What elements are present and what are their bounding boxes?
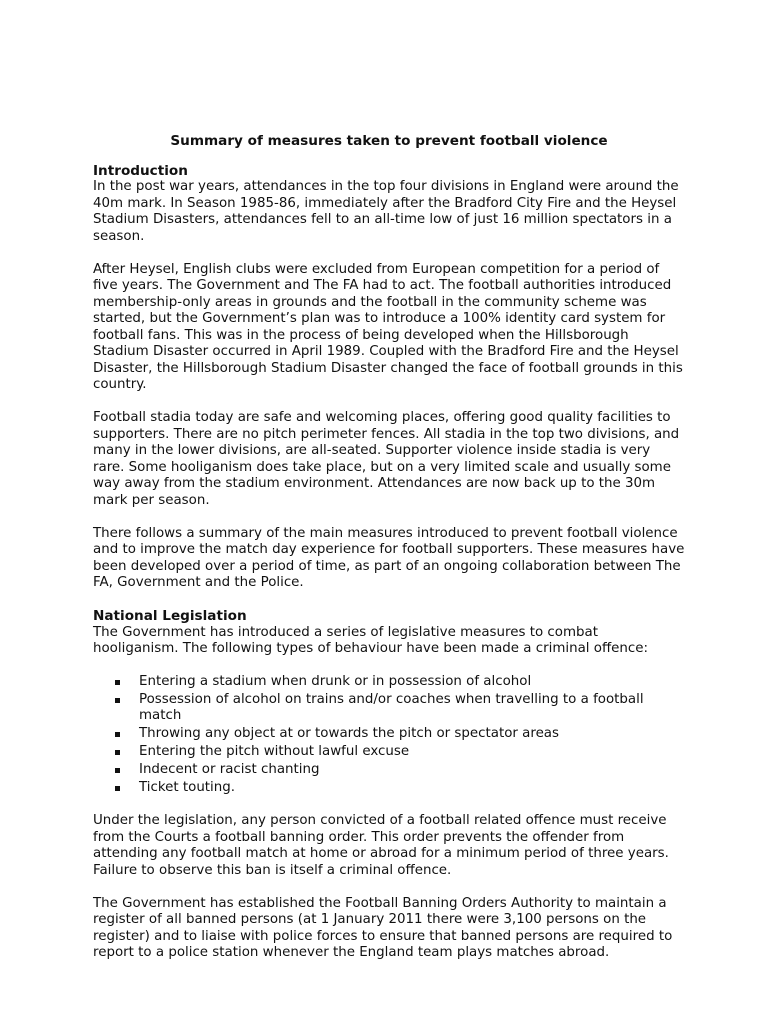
offence-list	[93, 674, 685, 797]
section-heading-introduction: Introduction	[93, 162, 188, 179]
paragraph: In the post war years, attendances in the top four divisions in England were around the 40m mark. In Season 1985-86, immediately after the Bradford City Fire and the Heysel Stadium Disasters, attendances fell to an all-time low of just 16 million spectators in a season.	[93, 179, 679, 244]
list-item-text: Ticket touting.	[139, 780, 236, 795]
bullet-icon	[115, 698, 120, 703]
paragraph: Under the legislation, any person convicted of a football related offence must receive from the Courts a football banning order. This order prevents the offender from attending any football match at home or abroad for a minimum period of three years. Failure to observe this ban is itself a criminal offence.	[93, 813, 669, 878]
list-item	[93, 780, 685, 797]
section-heading-national-legislation: National Legislation	[93, 608, 247, 624]
list-item-text: Entering a stadium when drunk or in possession of alcohol	[139, 673, 532, 689]
paragraph: There follows a summary of the main measures introduced to prevent football violence and to improve the match day experience for football supporters. These measures have been developed over a period of time, as part of an ongoing collaboration between The FA, Government and the Police.	[93, 525, 685, 590]
list-item-text: Entering the pitch without lawful excuse	[139, 744, 410, 759]
paragraph: Football stadia today are safe and welcoming places, offering good quality facilities to supporters. There are no pitch perimeter fences. All stadia in the top two divisions, and many in the lower divisions, are all-seated. Supporter violence inside stadia is very rare. Some hooliganism does take place, but on a very limited scale and usually some way away from the stadium environment. Attendances are now back up to the 30m mark per season.	[93, 410, 680, 508]
list-item	[93, 762, 685, 779]
list-item-text: Indecent or racist chanting	[139, 762, 320, 777]
list-item	[93, 744, 685, 761]
list-item-text: Possession of alcohol on trains and/or coaches when travelling to a football match	[139, 691, 644, 723]
bullet-icon	[115, 750, 120, 755]
list-item	[93, 692, 685, 725]
paragraph: After Heysel, English clubs were excluded from European competition for a period of five years. The Government and The FA had to act. The football authorities introduced membership-only areas in grounds and the football in the community scheme was started, but the Government’s plan was to introduce a 100% identity card system for football fans. This was in the process of being developed when the Hillsborough Stadium Disaster occurred in April 1989. Coupled with the Bradford Fire and the Heysel Disaster, the Hillsborough Stadium Disaster changed the face of football grounds in this country.	[93, 261, 683, 392]
list-item-text: Throwing any object at or towards the pitch or spectator areas	[139, 726, 559, 741]
document-page	[93, 133, 685, 978]
list-item	[93, 674, 685, 691]
document-title: Summary of measures taken to prevent football violence	[170, 133, 608, 149]
paragraph: The Government has introduced a series of legislative measures to combat hooliganism. The following types of behaviour have been made a criminal offence:	[93, 624, 649, 656]
bullet-icon	[115, 768, 120, 773]
bullet-icon	[115, 680, 120, 685]
bullet-icon	[115, 732, 120, 737]
list-item	[93, 726, 685, 743]
bullet-icon	[115, 786, 120, 791]
paragraph: The Government has established the Football Banning Orders Authority to maintain a register of all banned persons (at 1 January 2011 there were 3,100 persons on the register) and to liaise with police forces to ensure that banned persons are required to report to a police station whenever the England team plays matches abroad.	[93, 895, 673, 960]
